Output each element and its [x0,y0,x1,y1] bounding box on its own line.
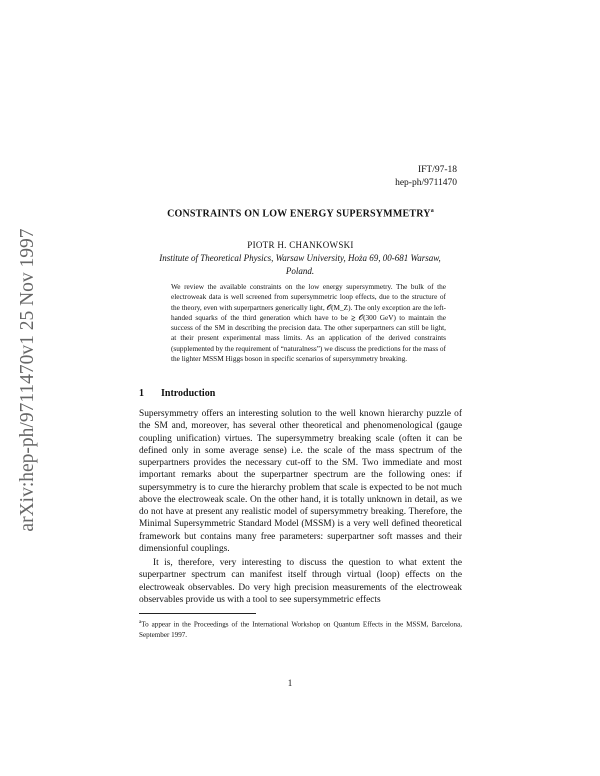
section-heading [139,388,215,399]
arxiv-identifier: arXiv:hep-ph/9711470v1 25 Nov 1997 [17,228,38,532]
body-paragraph-2: It is, therefore, very interesting to discuss the question to what extent the superpartner spectrum can manifest itself through virtual (loop) effects on the electroweak observables. Do very high precision measurements of the electroweak observables provide us with a tool to see supersymmetric effects [139,558,462,605]
arxiv-sidebar [8,190,48,570]
report-number: IFT/97-18 [417,165,457,175]
report-number-block [395,164,457,190]
section-title: Introduction [161,388,216,399]
abstract [171,282,446,364]
footnote [139,618,462,640]
affiliation-line-2: Poland. [285,266,315,276]
body-paragraph-1: Supersymmetry offers an interesting solution to the well known hierarchy puzzle of the SM and, moreover, has several other theoretical and phenomenological (gauge coupling unification) virtues. The supersymmetry breaking scale (often it can be defined only in some average sense) i.e. the scale of the mass spectrum of the superpartners provides the necessary cut-off to the SM. Two immediate and most important remarks about the superpartner spectrum are the following ones: if supersymmetry is to cure the hierarchy problem that scale is expected to be not much above the electroweak scale. On the other hand, it is totally unknown in detail, as we do not have at present any realistic model of supersymmetry breaking. Therefore, the Minimal Supersymmetric Standard Model (MSSM) is a very well defined theoretical framework but contains many free parameters: superpartner soft masses and their dimensionful couplings. [139,409,462,554]
abstract-text: We review the available constraints on the low energy supersymmetry. The bulk of the electroweak data is well screened from supersymmetric loop effects, due to the structure of the theory, even with superpartners generically light, 𝒪(M_Z). The only exception are the left-handed squarks of the third generation which have to be ≳ 𝒪(300 GeV) to maintain the success of the SM in describing the precision data. The other superpartners can still be light, at their present experimental mass limits. As an application of the derived constraints (supplemented by the requirement of “naturalness”) we discuss the predictions for the mass of the lighter MSSM Higgs boson in specific scenarios of supersymmetry breaking. [171,282,446,364]
affiliation [150,252,450,278]
author-name: PIOTR H. CHANKOWSKI [247,240,354,250]
paper-title-text: CONSTRAINTS ON LOW ENERGY SUPERSYMMETRY [167,208,431,220]
body-text [139,408,462,606]
title-footnote-mark: a [430,208,434,214]
footnote-text: To appear in the Proceedings of the International Workshop on Quantum Effects in the MSSM, Barcelona, September 1997. [139,620,462,639]
section-number: 1 [139,388,144,399]
footnote-mark: a [139,620,142,625]
affiliation-line-1: Institute of Theoretical Physics, Warsaw University, Hoża 69, 00-681 Warsaw, [159,253,441,263]
paper-title [138,208,463,219]
page-number: 1 [287,678,293,688]
arxiv-reference: hep-ph/9711470 [395,178,457,188]
footnote-rule [139,613,256,614]
